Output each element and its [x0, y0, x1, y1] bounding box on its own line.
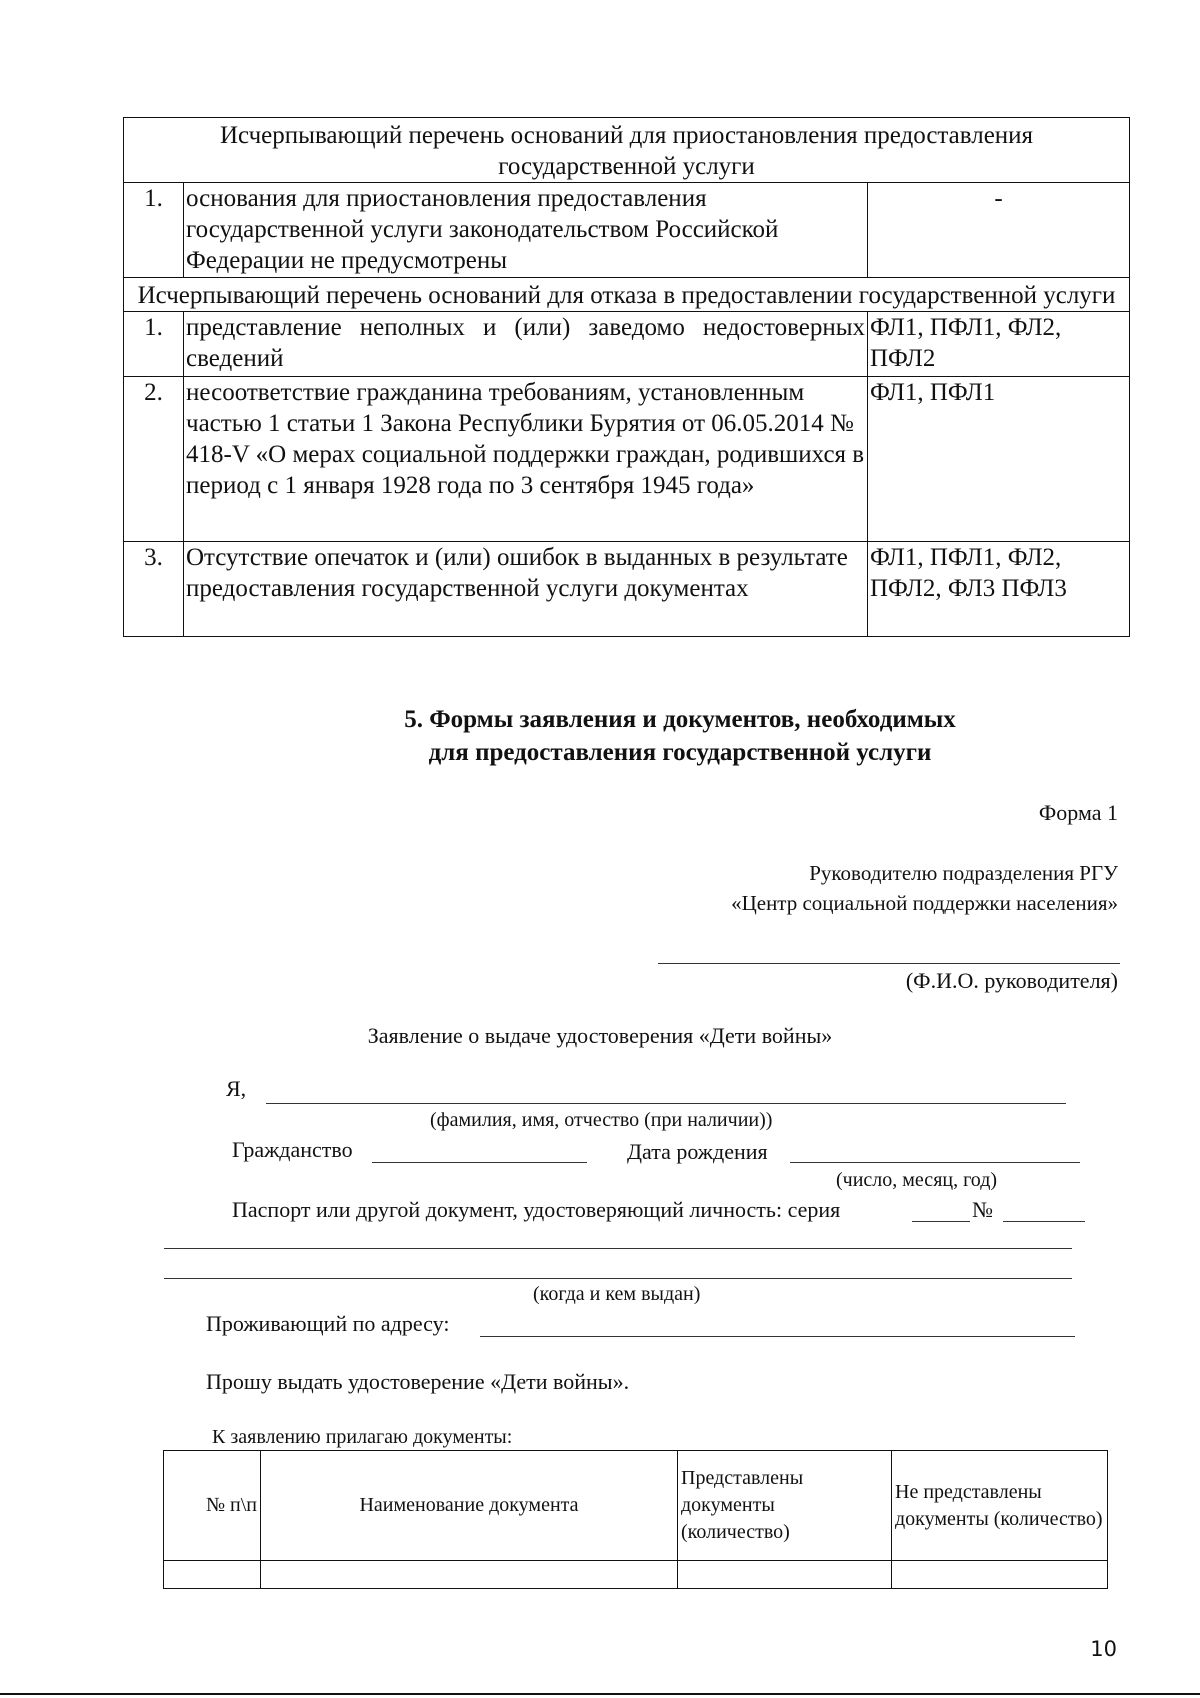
row-codes: ФЛ1, ПФЛ1 — [868, 377, 1130, 542]
passport-issued-field-1[interactable] — [164, 1248, 1072, 1249]
passport-series-field[interactable] — [912, 1221, 970, 1222]
row-text: несоответствие гражданина требованиям, установленным частью 1 статьи 1 Закона Республики Бурятия от 06.05.2014 № 418-V «О мерах социальной поддержки граждан, родившихся в период с 1 января 1928 года по 3 сентября 1945 года» — [184, 377, 868, 542]
form-label: Форма 1 — [1038, 800, 1118, 825]
addressee-line1: Руководителю подразделения РГУ — [809, 861, 1118, 885]
residence-label: Проживающий по адресу: — [206, 1311, 450, 1336]
birthdate-caption: (число, месяц, год) — [836, 1169, 998, 1191]
addressee — [731, 858, 1118, 918]
col-provided-header: Представлены документы (количество) — [678, 1451, 892, 1561]
row-number: 1. — [124, 312, 184, 377]
application-title: Заявление о выдаче удостоверения «Дети войны» — [367, 1023, 833, 1048]
birthdate-field[interactable] — [790, 1162, 1080, 1163]
passport-label: Паспорт или другой документ, удостоверяющий личность: серия — [232, 1197, 841, 1222]
addressee-line2: «Центр социальной поддержки населения» — [731, 891, 1118, 915]
head-fio-field[interactable] — [658, 963, 1120, 964]
cell-num[interactable] — [164, 1561, 261, 1589]
birthdate-label: Дата рождения — [627, 1139, 768, 1164]
table-row — [124, 278, 1130, 312]
request-text: Прошу выдать удостоверение «Дети войны». — [206, 1369, 630, 1394]
residence-field[interactable] — [480, 1336, 1075, 1337]
row-text: Отсутствие опечаток и (или) ошибок в выданных в результате предоставления государственной услуги документах — [184, 542, 868, 637]
table-row — [124, 312, 1130, 377]
row-text: представление неполных и (или) заведомо недостоверных сведений — [184, 312, 868, 377]
fio-caption: (фамилия, имя, отчество (при наличии)) — [430, 1109, 773, 1131]
table-row — [124, 118, 1130, 183]
citizenship-field[interactable] — [372, 1162, 587, 1163]
row-codes: ФЛ1, ПФЛ1, ФЛ2, ПФЛ2, ФЛ3 ПФЛ3 — [868, 542, 1130, 637]
row-number: 3. — [124, 542, 184, 637]
refusal-header: Исчерпывающий перечень оснований для отказа в предоставлении государственной услуги — [124, 278, 1130, 312]
i-label: Я, — [226, 1076, 247, 1101]
page-number: 10 — [1090, 1637, 1117, 1661]
row-number: 2. — [124, 377, 184, 542]
head-fio-caption: (Ф.И.О. руководителя) — [905, 968, 1118, 993]
number-sign: № — [972, 1197, 993, 1222]
section-title — [300, 703, 1060, 769]
row-codes: - — [868, 183, 1130, 278]
table-row — [124, 183, 1130, 278]
cell-provided[interactable] — [678, 1561, 892, 1589]
fio-field[interactable] — [266, 1103, 1066, 1104]
row-number: 1. — [124, 183, 184, 278]
row-codes: ФЛ1, ПФЛ1, ФЛ2, ПФЛ2 — [868, 312, 1130, 377]
passport-issued-field-2[interactable] — [164, 1278, 1072, 1279]
row-text: основания для приостановления предоставления государственной услуги законодательством Российской Федерации не предусмотрены — [184, 183, 868, 278]
attach-text: К заявлению прилагаю документы: — [212, 1426, 513, 1448]
cell-not-provided[interactable] — [892, 1561, 1108, 1589]
bottom-rule — [0, 1693, 1200, 1695]
issued-caption: (когда и кем выдан) — [533, 1283, 701, 1305]
suspension-header: Исчерпывающий перечень оснований для приостановления предоставления государственной услуги — [124, 118, 1130, 183]
section-title-line1: 5. Формы заявления и документов, необходимых — [404, 706, 956, 733]
section-title-line2: для предоставления государственной услуги — [428, 739, 932, 766]
table-row — [164, 1561, 1108, 1589]
table-row — [124, 542, 1130, 637]
citizenship-label: Гражданство — [232, 1137, 353, 1162]
col-name-header: Наименование документа — [261, 1451, 678, 1561]
documents-table — [163, 1450, 1108, 1589]
col-not-provided-header: Не представлены документы (количество) — [892, 1451, 1108, 1561]
grounds-table — [123, 117, 1130, 637]
table-row — [124, 377, 1130, 542]
passport-number-field[interactable] — [1003, 1221, 1085, 1222]
table-header-row — [164, 1451, 1108, 1561]
col-num-header: № п\п — [164, 1451, 261, 1561]
cell-name[interactable] — [261, 1561, 678, 1589]
